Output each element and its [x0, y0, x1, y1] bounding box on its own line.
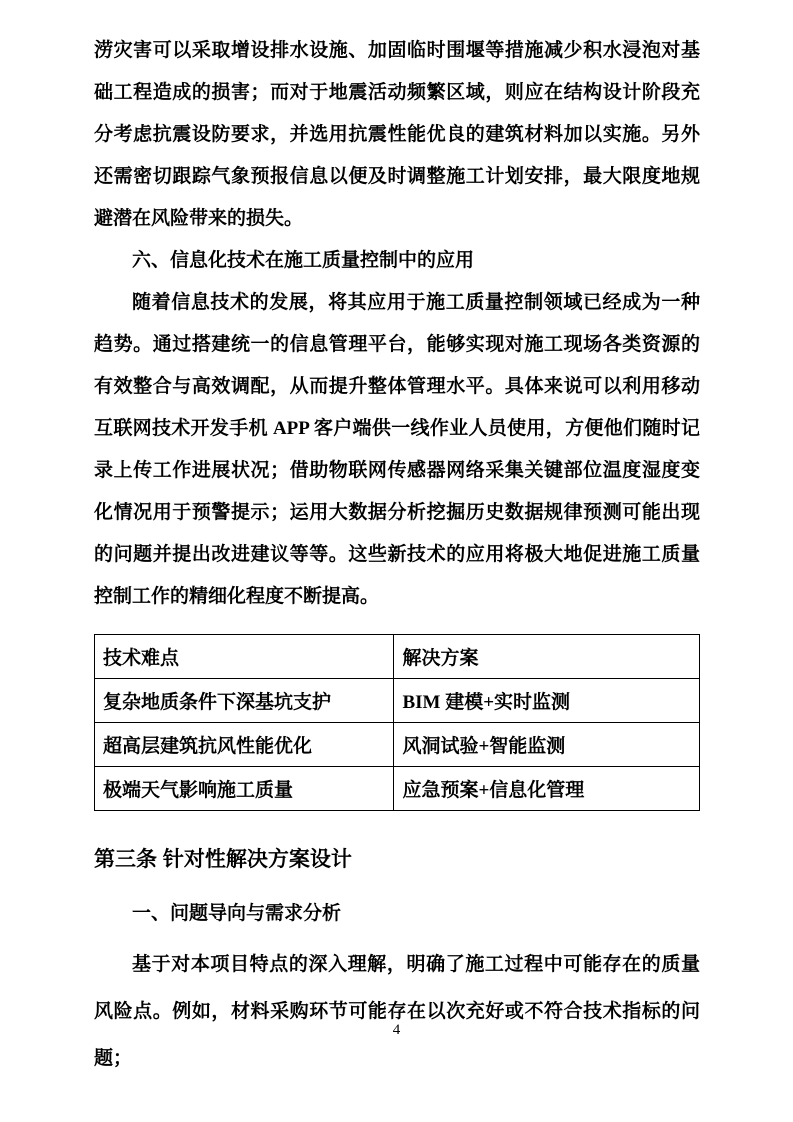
table-row [95, 679, 700, 723]
table-row [95, 723, 700, 767]
table-cell-difficulty: 复杂地质条件下深基坑支护 [95, 679, 394, 723]
article-3-sub1-paragraph: 基于对本项目特点的深入理解，明确了施工过程中可能存在的质量风险点。例如，材料采购环节可能存在以次充好或不符合技术指标的问题； [94, 954, 700, 1069]
section-6-paragraph: 随着信息技术的发展，将其应用于施工质量控制领域已经成为一种趋势。通过搭建统一的信息管理平台，能够实现对施工现场各类资源的有效整合与高效调配，从而提升整体管理水平。具体来说可以利用移动互联网技术开发手机 APP 客户端供一线作业人员使用，方便他们随时记录上传工作进展状况；借助物联网传感器网络采集关键部位温度湿度变化情况用于预警提示；运用大数据分析挖掘历史数据规律预测可能出现的问题并提出改进建议等等。这些新技术的应用将极大地促进施工质量控制工作的精细化程度不断提高。 [94, 292, 700, 607]
article-3-heading: 第三条 针对性解决方案设计 [94, 848, 352, 871]
table-cell-difficulty: 极端天气影响施工质量 [95, 767, 394, 811]
table-cell-solution: 风洞试验+智能监测 [394, 723, 700, 767]
table-header-difficulty: 技术难点 [95, 635, 394, 679]
paragraph-continuation: 涝灾害可以采取增设排水设施、加固临时围堰等措施减少积水浸泡对基础工程造成的损害；而对于地震活动频繁区域，则应在结构设计阶段充分考虑抗震设防要求，并选用抗震性能优良的建筑材料加以实施。另外还需密切跟踪气象预报信息以便及时调整施工计划安排，最大限度地规避潜在风险带来的损失。 [94, 40, 700, 229]
page-number: 4 [392, 1022, 401, 1038]
table-cell-difficulty: 超高层建筑抗风性能优化 [95, 723, 394, 767]
table-cell-solution: BIM 建模+实时监测 [394, 679, 700, 723]
difficulty-solution-table [94, 634, 700, 811]
table-row [95, 767, 700, 811]
table-cell-solution: 应急预案+信息化管理 [394, 767, 700, 811]
article-3-subheading-1: 一、问题导向与需求分析 [132, 903, 342, 924]
table-header-row [95, 635, 700, 679]
section-heading-6: 六、信息化技术在施工质量控制中的应用 [132, 250, 475, 271]
table-header-solution: 解决方案 [394, 635, 700, 679]
